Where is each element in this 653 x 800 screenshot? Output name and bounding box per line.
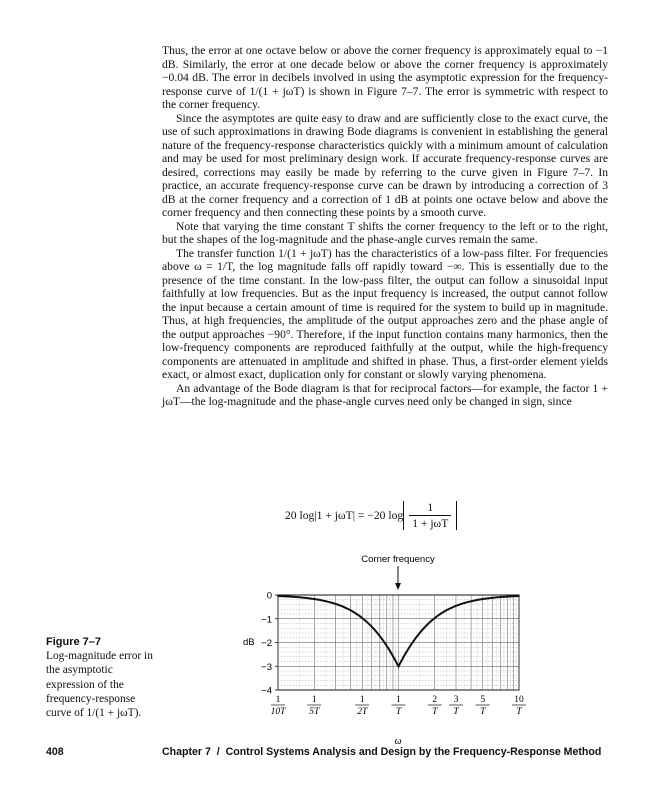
x-tick-denominator: T [453,707,459,717]
x-tick-numerator: 10 [514,695,524,705]
y-tick-label: −3 [261,661,272,673]
y-tick-label: −4 [261,685,272,697]
figure-caption [46,635,156,720]
x-tick-numerator: 1 [275,695,281,705]
x-tick-denominator: T [516,707,522,717]
x-tick-numerator: 3 [453,695,459,705]
x-tick-numerator: 2 [432,695,438,705]
chart-ticks [261,591,526,718]
figure-caption-text: Log-magnitude error in the asymptotic expression of the frequency-response curve of 1/(1 + jωT). [46,650,153,720]
chart-grid [278,595,519,690]
corner-frequency-label: Corner frequency [361,554,435,565]
x-tick-denominator: T [480,707,486,717]
paragraph: Since the asymptotes are quite easy to draw and are sufficiently close to the exact curve, the use of such approximations in drawing Bode diagrams is convenient in establishing the general nature of the frequency-response characteristics quickly with a minimum amount of calculation and may be used for most preliminary design work. If accurate frequency-response curves are desired, corrections may easily be made by referring to the curve given in Figure 7–7. In practice, an accurate frequency-response curve can be drawn by introducing a correction of 3 dB at the corner frequency and a correction of 1 dB at points one octave below and above the corner frequency and then connecting these points by a smooth curve. [162,111,608,219]
figure-label: Figure 7–7 [46,636,102,648]
equation-denominator: 1 + jωT [409,515,451,530]
running-head: Chapter 7 / Control Systems Analysis and Design by the Frequency-Response Method [162,746,602,758]
paragraph: Thus, the error at one octave below or above the corner frequency is approximately equal to −1 dB. Similarly, the error at one decade below or above the corner frequency is approximately −0.04 dB. The error in decibels involved in using the asymptotic expression for the frequency-response curve of 1/(1 + jωT) is shown in Figure 7–7. The error is symmetric with respect to the corner frequency. [162,44,608,111]
x-tick-numerator: 1 [396,695,401,705]
y-tick-label: 0 [266,590,272,602]
y-axis-label: dB [243,637,255,648]
x-tick-denominator: 2T [357,707,368,717]
x-tick-denominator: 10T [270,707,286,717]
x-axis-label: ω [394,736,402,747]
x-tick-denominator: T [432,707,438,717]
x-tick-denominator: 5T [309,707,320,717]
y-tick-label: −2 [261,638,272,649]
corner-arrow-head [395,583,401,590]
x-tick-numerator: 5 [480,695,486,705]
equation-numerator: 1 [427,500,434,514]
page-number: 408 [46,746,64,758]
paragraph: An advantage of the Bode diagram is that for reciprocal factors—for example, the factor 1 + jωT—the log-magnitude and the phase-angle curves need only be changed in sign, since [162,381,608,408]
x-tick-denominator: T [395,707,402,717]
y-tick-label: −1 [261,614,272,626]
paragraph: Note that varying the time constant T shifts the corner frequency to the left or to the right, but the shapes of the log-magnitude and the phase-angle curves remain the same. [162,219,608,246]
x-tick-numerator: 1 [359,695,365,705]
equation-lhs: 20 log|1 + jωT| = −20 log [285,508,404,522]
paragraph: The transfer function 1/(1 + jωT) has the characteristics of a low-pass filter. For frequencies above ω = 1/T, the log magnitude falls off rapidly toward −∞. This is essentially due to the presence of the time constant. In the low-pass filter, the output can follow a sinusoidal input faithfully at low frequencies. But as the input frequency is increased, the output cannot follow the input because a certain amount of time is required for the system to build up in magnitude. Thus, at high frequencies, the amplitude of the output approaches zero and the phase angle of the output approaches −90°. Therefore, if the input function contains many harmonics, then the low-frequency components are reproduced faithfully at the output, while the high-frequency components are attenuated in amplitude and shifted in phase. Thus, a first-order element yields exact, or almost exact, duplication only for constant or slowly varying phenomena. [162,246,608,381]
x-tick-numerator: 1 [311,695,317,705]
